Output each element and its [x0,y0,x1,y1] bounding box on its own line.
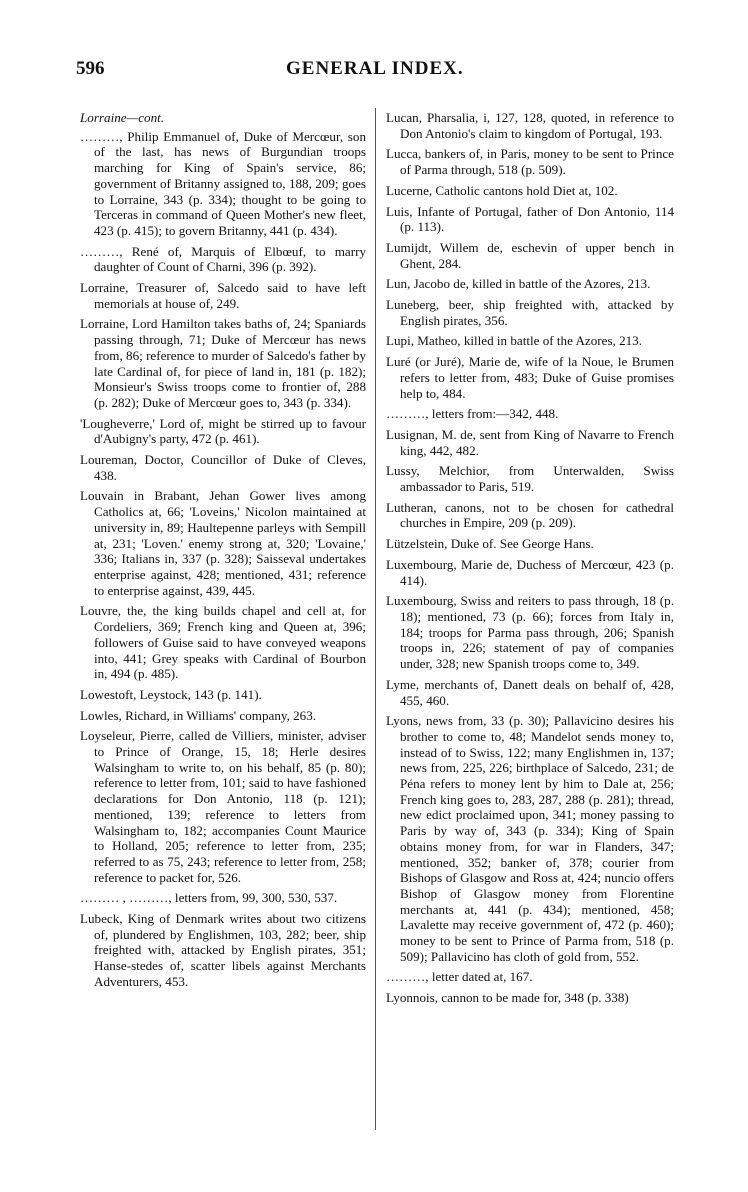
index-entry: Louvain in Brabant, Jehan Gower lives among Catholics at, 66; 'Loveins,' Nicolon maintained at university in, 89; Haultepenne parleys with Sempill at, 231; 'Loven.' enemy strong at, 320; 'Lovaine,' 336; Italians in, 337 (p. 328); Saisseval undertakes enterprise against, 428; mentioned, 431; reference to enterprise against, 439, 445. [80,488,366,598]
index-entry: Lyons, news from, 33 (p. 30); Pallavicino desires his brother to come to, 48; Mandelot sends money to, instead of to Swiss, 122; many Englishmen in, 137; news from, 225, 226; birthplace of Salcedo, 231; de Péna refers to money lent by him to Dale at, 256; French king goes to, 283, 287, 288 (p. 281); thread, new edict proclaimed upon, 341; money passing to Paris by way of, 343 (p. 334); King of Spain obtains money from, for war in Flanders, 347; mentioned, 352; banker of, 378; courier from Bishops of Glasgow and Ross at, 424; nuncio offers Bishop of Glasgow money from Florentine merchants at, 441 (p. 434); mentioned, 458; Lavalette may receive government of, 472 (p. 460); money to be sent to Prince of Parma from, 518 (p. 509); Pallavicino has cloth of gold from, 552. [386,713,674,964]
index-entry: Lutheran, canons, not to be chosen for cathedral churches in Empire, 209 (p. 209). [386,499,674,531]
right-column [386,110,674,1011]
index-entry: Luré (or Juré), Marie de, wife of la Noue, le Brumen refers to letter from, 483; Duke of Guise promises help to, 484. [386,354,674,401]
index-entry: ………, Philip Emmanuel of, Duke of Mercœur, son of the last, has news of Burgundian troops marching for King of Spain's service, 86; government of Britanny assigned to, 188, 209; goes to Lorraine, 343 (p. 334); thought to be going to Terceras in command of Queen Mother's new fleet, 423 (p. 415); to govern Britanny, 441 (p. 434). [80,128,366,238]
column-divider [375,108,376,1130]
index-entry: ………, René of, Marquis of Elbœuf, to marry daughter of Count of Charni, 396 (p. 392). [80,243,366,275]
index-entry: Lun, Jacobo de, killed in battle of the Azores, 213. [386,276,651,292]
index-entry: Lucerne, Catholic cantons hold Diet at, 102. [386,182,618,198]
index-entry: Luxembourg, Swiss and reiters to pass through, 18 (p. 18); mentioned, 73 (p. 66); forces from Italy in, 184; troops for Parma pass through, 206; Spanish troops in, 226; statement of pay of companies under, 328; new Spanish troops come to, 349. [386,593,674,672]
page-header [76,58,676,82]
index-entry: Lumijdt, Willem de, eschevin of upper bench in Ghent, 284. [386,239,674,271]
index-entry: Lucca, bankers of, in Paris, money to be sent to Prince of Parma through, 518 (p. 509). [386,146,674,178]
index-entry: Lützelstein, Duke of. See George Hans. [386,536,594,552]
index-entry: Louvre, the, the king builds chapel and cell at, for Cordeliers, 369; French king and Queen at, 396; followers of Guise said to have conveyed weapons into, 441; Grey speaks with Cardinal of Bourbon in, 494 (p. 485). [80,603,366,682]
index-entry: Lorraine, Treasurer of, Salcedo said to have left memorials at house of, 249. [80,280,366,311]
index-entry: Lorraine, Lord Hamilton takes baths of, 24; Spaniards passing through, 71; Duke of Mercœur has news from, 86; reference to murder of Salcedo's father by late Cardinal of, for piece of land in, 181 (p. 182); Monsieur's Swiss troops come to frontier of, 288 (p. 282); Duke of Mercœur goes to, 343 (p. 334). [80,316,366,410]
index-entry: Lucan, Pharsalia, i, 127, 128, quoted, in reference to Don Antonio's claim to kingdom of Portugal, 193. [386,110,674,141]
index-entry: Lusignan, M. de, sent from King of Navarre to French king, 442, 482. [386,426,674,458]
index-entry: Lupi, Matheo, killed in battle of the Azores, 213. [386,333,642,349]
index-entry: Luneberg, beer, ship freighted with, attacked by English pirates, 356. [386,297,674,328]
left-column [80,110,366,995]
index-entry: Loyseleur, Pierre, called de Villiers, minister, adviser to Prince of Orange, 15, 18; Herle desires Walsingham to write to, on his behalf, 85 (p. 80); reference to letter from, 101; said to have fashioned declarations for Don Antonio, 118 (p. 121); mentioned, 139; reference to letters from Walsingham to, 182; accompanies Count Maurice to Holland, 205; reference to letter from, 235; referred to as 75, 243; reference to letter from, 258; reference to packet for, 526. [80,728,366,885]
index-entry: 'Lougheverre,' Lord of, might be stirred up to favour d'Aubigny's party, 472 (p. 461). [80,415,366,447]
page-number: 596 [76,58,105,79]
index-entry: Loureman, Doctor, Councillor of Duke of Cleves, 438. [80,452,366,483]
index-entry: Lorraine—cont. [80,110,165,125]
index-entry: ………, letters from:—342, 448. [386,406,559,422]
index-entry: ……… , ………, letters from, 99, 300, 530, 537. [80,890,338,906]
index-entry: Luxembourg, Marie de, Duchess of Mercœur, 423 (p. 414). [386,556,674,588]
index-entry: ………, letter dated at, 167. [386,969,533,985]
index-entry: Lyonnois, cannon to be made for, 348 (p. 338) [386,990,629,1006]
index-entry: Luis, Infante of Portugal, father of Don Antonio, 114 (p. 113). [386,203,674,235]
page-title: GENERAL INDEX. [286,58,464,79]
index-entry: Lussy, Melchior, from Unterwalden, Swiss ambassador to Paris, 519. [386,463,674,495]
index-entry: Lowestoft, Leystock, 143 (p. 141). [80,686,262,702]
index-entry: Lubeck, King of Denmark writes about two citizens of, plundered by Englishmen, 103, 282; beer, ship freighted with, attacked by English pirates, 351; Hanse-stedes of, scatter libels against Merchants Adventurers, 453. [80,911,366,989]
index-entry: Lyme, merchants of, Danett deals on behalf of, 428, 455, 460. [386,676,674,708]
index-entry: Lowles, Richard, in Williams' company, 263. [80,707,317,723]
